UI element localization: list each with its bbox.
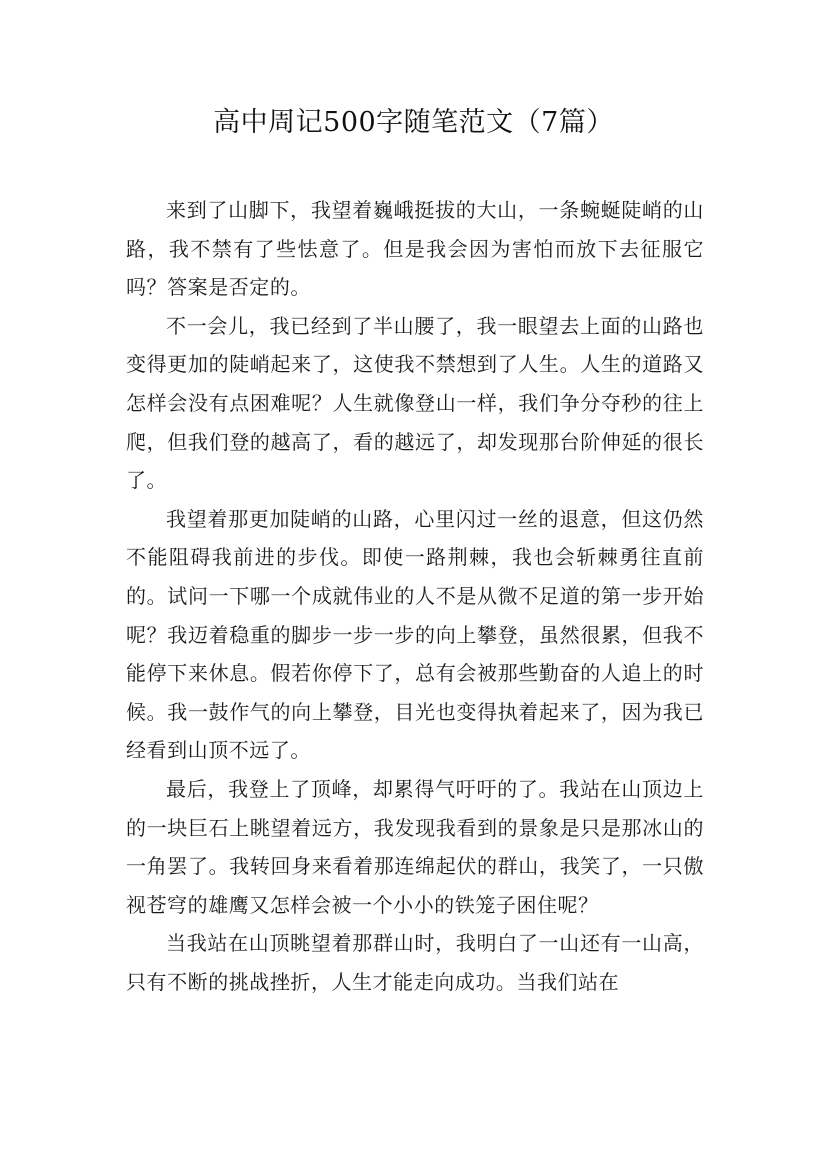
paragraph-1: 来到了山脚下，我望着巍峨挺拔的大山，一条蜿蜒陡峭的山路，我不禁有了些怯意了。但是我会因为害怕而放下去征服它吗？答案是否定的。	[126, 198, 704, 300]
document-body	[126, 191, 704, 1001]
paragraph-4: 最后，我登上了顶峰，却累得气吁吁的了。我站在山顶边上的一块巨石上眺望着远方，我发现我看到的景象是只是那冰山的一角罢了。我转回身来看着那连绵起伏的群山，我笑了，一只傲视苍穹的雄鹰又怎样会被一个小小的铁笼子困住呢？	[126, 776, 704, 917]
paragraph-5: 当我站在山顶眺望着那群山时，我明白了一山还有一山高，只有不断的挑战挫折，人生才能走向成功。当我们站在	[126, 931, 704, 994]
paragraph-3: 我望着那更加陡峭的山路，心里闪过一丝的退意，但这仍然不能阻碍我前进的步伐。即使一路荆棘，我也会斩棘勇往直前的。试问一下哪一个成就伟业的人不是从微不足道的第一步开始呢？我迈着稳重的脚步一步一步的向上攀登，虽然很累，但我不能停下来休息。假若你停下了，总有会被那些勤奋的人追上的时候。我一鼓作气的向上攀登，目光也变得执着起来了，因为我已经看到山顶不远了。	[126, 506, 704, 763]
paragraph-2: 不一会儿，我已经到了半山腰了，我一眼望去上面的山路也变得更加的陡峭起来了，这使我不禁想到了人生。人生的道路又怎样会没有点困难呢？人生就像登山一样，我们争分夺秒的往上爬，但我们登的越高了，看的越远了，却发现那台阶伸延的很长了。	[126, 313, 704, 493]
document-title: 高中周记500字随笔范文（7篇）	[213, 107, 614, 138]
